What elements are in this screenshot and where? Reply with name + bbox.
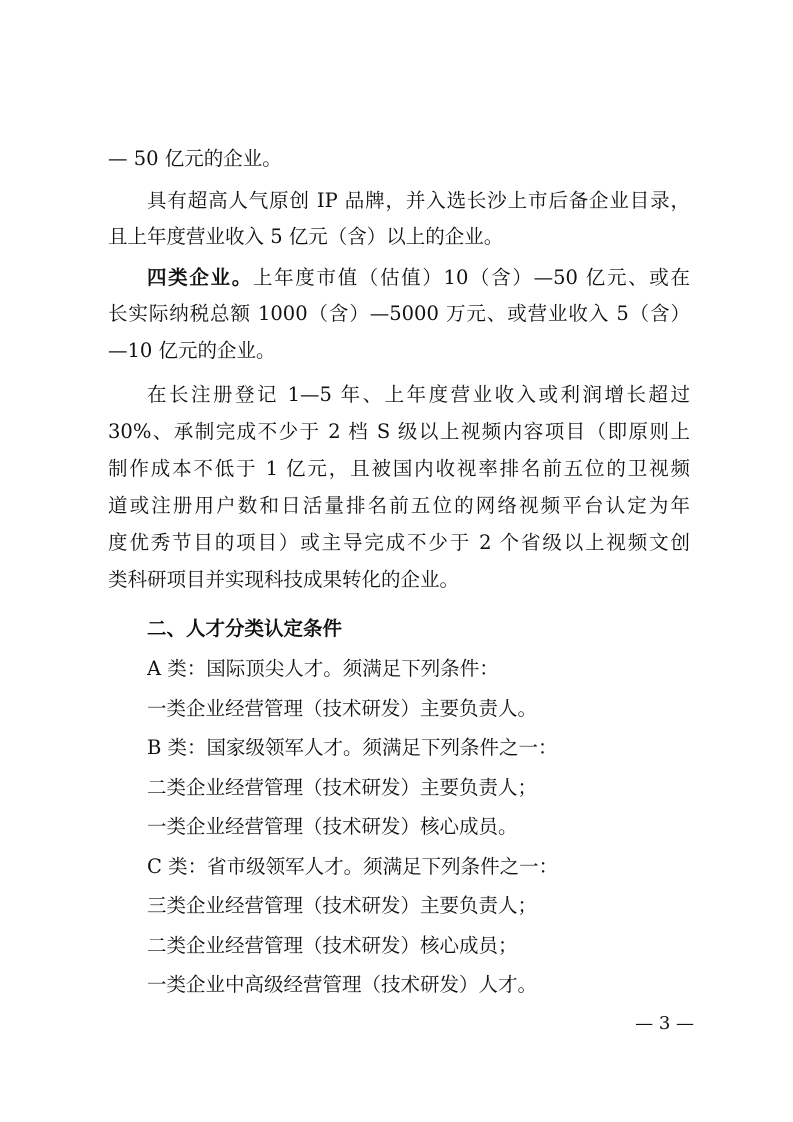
paragraph-line: 一类企业经营管理（技术研发）主要负责人。 — [147, 697, 538, 720]
paragraph-line: 二类企业经营管理（技术研发）主要负责人； — [147, 776, 538, 799]
paragraph-line: 二类企业经营管理（技术研发）核心成员； — [147, 934, 518, 957]
page-number: — 3 — — [635, 1013, 694, 1034]
paragraph-line: —10 亿元的企业。 — [108, 339, 276, 362]
paragraph-line: 在长注册登记 1—5 年、上年度营业收入或利润增长超过 — [147, 383, 690, 406]
paragraph-line: 具有超高人气原创 IP 品牌，并入选长沙上市后备企业目录， — [147, 189, 690, 212]
paragraph-line: A 类：国际顶尖人才。须满足下列条件： — [147, 657, 499, 680]
section-heading: 二、人才分类认定条件 — [147, 617, 343, 640]
paragraph-line: B 类：国家级领军人才。须满足下列条件之一： — [147, 736, 558, 759]
paragraph-line: 长实际纳税总额 1000（含）—5000 万元、或营业收入 5（含） — [108, 302, 690, 325]
paragraph-line: 一类企业中高级经营管理（技术研发）人才。 — [147, 973, 538, 996]
paragraph-line: 类科研项目并实现科技成果转化的企业。 — [108, 568, 460, 591]
paragraph-line: 一类企业经营管理（技术研发）核心成员。 — [147, 815, 518, 838]
paragraph-line: 度优秀节目的项目）或主导完成不少于 2 个省级以上视频文创 — [108, 531, 690, 554]
paragraph-line: 30%、承制完成不少于 2 档 S 级以上视频内容项目（即原则上 — [108, 420, 690, 443]
paragraph-line: 道或注册用户数和日活量排名前五位的网络视频平台认定为年 — [108, 494, 690, 517]
paragraph-line: 且上年度营业收入 5 亿元（含）以上的企业。 — [108, 225, 504, 248]
paragraph-line: — 50 亿元的企业。 — [108, 147, 282, 170]
paragraph-line — [147, 260, 690, 296]
class4-label: 四类企业。 — [147, 266, 253, 289]
paragraph-line: 制作成本不低于 1 亿元，且被国内收视率排名前五位的卫视频 — [108, 457, 690, 480]
paragraph-line: C 类：省市级领军人才。须满足下列条件之一： — [147, 855, 559, 878]
paragraph-text: 上年度市值（估值）10（含）—50 亿元、或在 — [252, 266, 690, 289]
paragraph-line: 三类企业经营管理（技术研发）主要负责人； — [147, 894, 538, 917]
